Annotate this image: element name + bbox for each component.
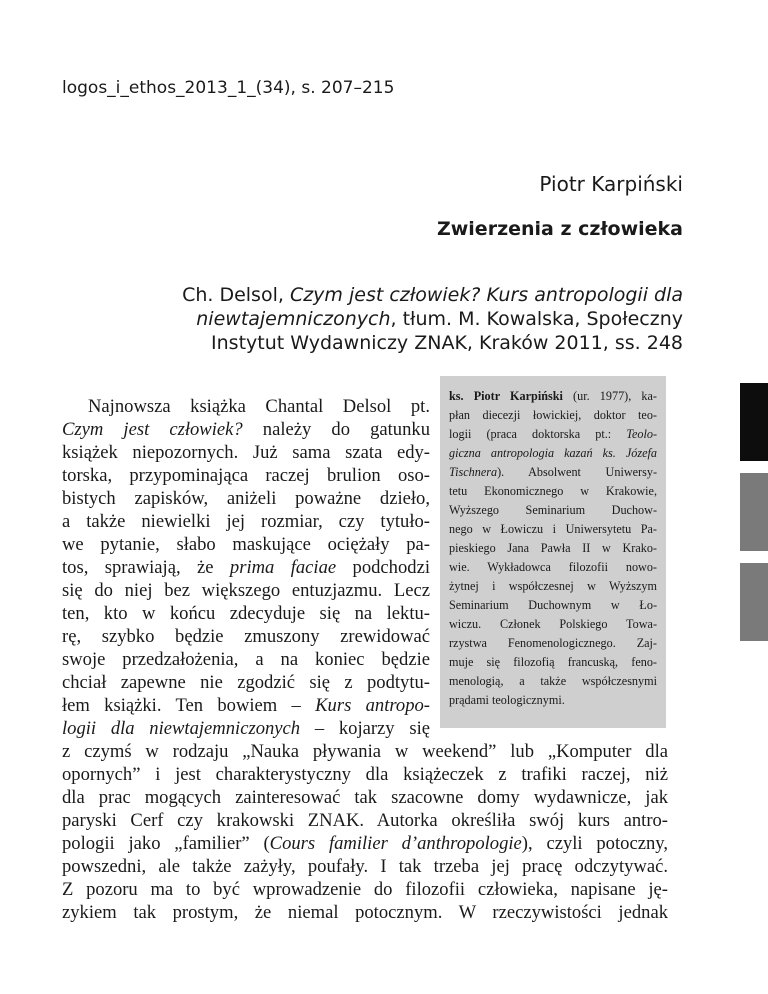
bio-line: nego w Łowiczu i Uniwersytetu Pa- <box>449 522 657 536</box>
bio-line <box>449 425 657 444</box>
bio-line: żytnej i współczesnej w Wyższym <box>449 579 657 593</box>
bio-italic: Tischnera <box>449 465 498 479</box>
citation-book-title: Czym jest człowiek? Kurs antropologii dla <box>289 284 683 306</box>
body-line: we pytanie, słabo maskujące ociężały pa- <box>62 534 430 555</box>
bio-line <box>449 387 657 406</box>
body-line <box>62 694 430 717</box>
bio-line: muje się filozofią francuską, feno- <box>449 655 657 669</box>
body-line: torska, przypominająca raczej brulion oso- <box>62 465 430 486</box>
body-line: powszedni, ale także zażyły, poufały. I tak trzeba jej pracę odczytywać. <box>62 856 668 877</box>
bio-line: tetu Ekonomicznego w Krakowie, <box>449 484 657 498</box>
bio-line: Seminarium Duchownym w Ło- <box>449 598 657 612</box>
body-line: Najnowsza książka Chantal Delsol pt. <box>88 396 430 417</box>
body-line: opornych” i jest charakterystyczny dla książeczek z trafiki raczej, niż <box>62 764 668 785</box>
thumb-tab-gray <box>740 563 768 641</box>
bio-line: Wyższego Seminarium Duchow- <box>449 503 657 517</box>
bio-line <box>449 463 657 482</box>
body-line: dla prac mogących zainteresować tak szacowne domy wydawnicze, jak <box>62 787 668 808</box>
body-line: ten, kto w końcu zdecyduje się na lektu- <box>62 603 430 624</box>
citation-book-title: niewtajemniczonych <box>196 308 391 330</box>
body-line: swoje przedzałożenia, a na koniec będzie <box>62 649 430 670</box>
body-line: a także niewielki jej rozmiar, czy tytuło- <box>62 511 430 532</box>
body-italic: Czym jest człowiek? <box>62 419 243 440</box>
body-line <box>62 832 668 855</box>
bio-line: pieskiego Jana Pawła II w Krako- <box>449 541 657 555</box>
bio-line: menologią, a także współczesnymi <box>449 674 657 688</box>
bio-line: rzystwa Fenomenologicznego. Zaj- <box>449 636 657 650</box>
bio-author-name: ks. Piotr Karpiński <box>449 389 563 403</box>
body-text: pologii jako „familier” ( <box>62 833 270 854</box>
bio-text: ). Absolwent Uniwersy- <box>497 465 657 479</box>
bio-text: (ur. 1977), ka- <box>562 389 657 403</box>
article-author: Piotr Karpiński <box>539 172 683 196</box>
body-text: – kojarzy się <box>300 718 430 739</box>
book-citation <box>123 283 683 355</box>
body-text: tos, sprawiają, że <box>62 557 230 578</box>
citation-text: Ch. Delsol, <box>182 284 290 306</box>
body-italic: prima faciae <box>229 557 337 578</box>
body-line: książek niepozornych. Już sama szata edy- <box>62 442 430 463</box>
bio-line: wiczu. Członek Polskiego Towa- <box>449 617 657 631</box>
body-text: łem książki. Ten bowiem – <box>62 695 316 716</box>
thumb-tab-dark <box>740 383 768 461</box>
body-text: należy do gatunku <box>242 419 430 440</box>
bio-text: logii (praca doktorska pt.: <box>449 427 627 441</box>
body-text: podchodzi <box>336 557 430 578</box>
body-line <box>62 717 430 740</box>
body-line: zykiem tak prostym, że niemal potocznym. W rzeczywistości jednak <box>62 902 668 923</box>
citation-line <box>123 307 683 331</box>
citation-line: Instytut Wydawniczy ZNAK, Kraków 2011, ss. 248 <box>211 332 683 354</box>
body-line: paryski Cerf czy krakowski ZNAK. Autorka określiła swój kurs antro- <box>62 810 668 831</box>
body-line <box>62 556 430 579</box>
body-line: chciał zapewne nie zgodzić się z podtytu- <box>62 672 430 693</box>
thumb-tab-gray <box>740 473 768 551</box>
body-italic: logii dla niewtajemniczonych <box>62 718 301 739</box>
body-line: bistych zapisków, aniżeli poważne dzieło, <box>62 488 430 509</box>
citation-text: , tłum. M. Kowalska, Społeczny <box>390 308 683 330</box>
article-title: Zwierzenia z człowieka <box>436 218 683 240</box>
body-italic: Kurs antropo- <box>315 695 430 716</box>
body-line: się do niej bez większego entuzjazmu. Lecz <box>62 580 430 601</box>
journal-reference: logos_i_ethos_2013_1_(34), s. 207–215 <box>62 78 395 98</box>
body-italic: Cours familier d’anthropologie <box>269 833 522 854</box>
bio-italic: giczna antropologia kazań ks. Józefa <box>449 446 657 460</box>
body-line: rę, szybko będzie zmuszony zrewidować <box>62 626 430 647</box>
body-text: ), czyli potoczny, <box>521 833 668 854</box>
body-line <box>62 418 430 441</box>
bio-line: wie. Wykładowca filozofii nowo- <box>449 560 657 574</box>
bio-italic: Teolo- <box>626 427 657 441</box>
author-bio-box <box>440 376 666 728</box>
bio-line: płan diecezji łowickiej, doktor teo- <box>449 408 657 422</box>
citation-line <box>123 283 683 307</box>
bio-line: prądami teologicznymi. <box>449 693 565 707</box>
body-line: z czymś w rodzaju „Nauka pływania w weekend” lub „Komputer dla <box>62 741 668 762</box>
body-line: Z pozoru ma to być wprowadzenie do filozofii człowieka, napisane ję- <box>62 879 668 900</box>
bio-line <box>449 444 657 463</box>
